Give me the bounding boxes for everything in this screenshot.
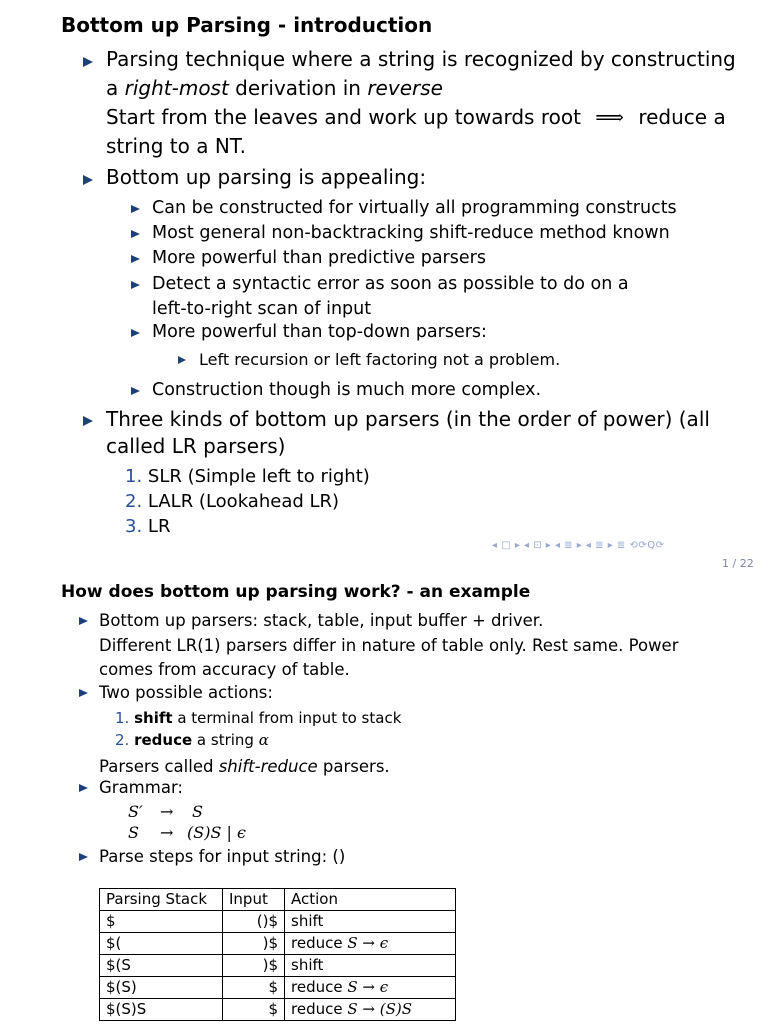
enum-number: 2. [125, 491, 143, 512]
slide2-b1-line1: Bottom up parsers: stack, table, input buffer + driver. [99, 611, 544, 630]
sub-bullet-marker-icon [131, 255, 140, 263]
emphasis-shift-reduce: shift-reduce [218, 757, 318, 776]
cell-action [285, 999, 456, 1021]
action-rule: S → ϵ [347, 978, 389, 996]
cell-input: )$ [223, 933, 285, 955]
slide2-b2: Two possible actions: [99, 683, 273, 702]
cell-action [285, 977, 456, 999]
action-word: reduce [291, 1000, 343, 1018]
slide1-b1-line3 [106, 105, 726, 129]
header-input: Input [223, 889, 285, 911]
grammar-rhs: (S)S | ϵ [187, 823, 246, 842]
slide1-title: Bottom up Parsing - introduction [61, 13, 433, 37]
subsub-bullet-marker-icon [178, 356, 186, 364]
cell-stack: $( [100, 933, 223, 955]
slide1-sub-item: Construction though is much more complex. [152, 380, 542, 400]
action-text: a string [192, 731, 259, 749]
enum-number: 2. [115, 731, 130, 749]
action-text: a terminal from input to stack [172, 709, 402, 727]
slide1-sub-item-cont: left-to-right scan of input [152, 299, 372, 319]
slide1-b3-line2: called LR parsers) [106, 434, 286, 458]
table-row [100, 999, 456, 1021]
bullet-marker-icon [83, 57, 93, 67]
action-rule: S → (S)S [347, 1000, 412, 1018]
grammar-lhs: S′ [128, 802, 143, 821]
cell-action [285, 933, 456, 955]
bullet-marker-icon [83, 416, 93, 426]
action-item [115, 731, 269, 749]
bullet-marker-icon [79, 784, 88, 792]
sub-bullet-marker-icon [131, 329, 140, 337]
grammar-lhs: S [128, 823, 139, 842]
action-word: shift [291, 956, 324, 974]
slide2-b1-line3: comes from accuracy of table. [99, 660, 350, 679]
cell-action [285, 911, 456, 933]
sub-bullet-marker-icon [131, 387, 140, 395]
slide1-subsub-item: Left recursion or left factoring not a problem. [199, 350, 561, 369]
slide1-sub-item: More powerful than predictive parsers [152, 248, 486, 268]
emphasis-right-most: right-most [124, 76, 229, 100]
slide1-sub-item: Can be constructed for virtually all programming constructs [152, 198, 677, 218]
bullet-marker-icon [83, 175, 93, 185]
text: Parsers called [99, 757, 219, 776]
slide1-sub-item: Most general non-backtracking shift-reduce method known [152, 223, 670, 243]
cell-stack: $ [100, 911, 223, 933]
table-row [100, 977, 456, 999]
table-row [100, 955, 456, 977]
enum-number: 1. [125, 466, 143, 487]
table-row [100, 911, 456, 933]
cell-input: $ [223, 999, 285, 1021]
slide1-b3-line1: Three kinds of bottom up parsers (in the order of power) (all [106, 407, 710, 431]
action-word: shift [291, 912, 324, 930]
bullet-marker-icon [79, 853, 88, 861]
bullet-marker-icon [79, 689, 88, 697]
slide1-b1-line2 [106, 76, 443, 100]
beamer-navigation-icons[interactable]: ◂ □ ▸ ◂ ⊡ ▸ ◂ ≣ ▸ ◂ ≣ ▸ ≣ ⟲⟳Q⟳ [492, 540, 665, 551]
emphasis-reverse: reverse [367, 76, 443, 100]
parse-table [99, 888, 456, 1021]
implies-arrow: ⟹ [595, 105, 624, 129]
cell-stack: $(S [100, 955, 223, 977]
slide2-title: How does bottom up parsing work? - an example [61, 582, 531, 602]
table-header-row [100, 889, 456, 911]
alpha-symbol: α [258, 731, 269, 749]
slide2-b4: Parse steps for input string: () [99, 847, 346, 866]
sub-bullet-marker-icon [131, 230, 140, 238]
sub-bullet-marker-icon [131, 281, 140, 289]
slide2-parsers-note [99, 757, 390, 776]
sub-bullet-marker-icon [131, 205, 140, 213]
grammar-arrow: → [160, 823, 174, 842]
text: derivation in [228, 76, 368, 100]
enum-item [125, 491, 339, 512]
enum-item [125, 516, 170, 537]
slide2-b1-line2: Different LR(1) parsers differ in nature of table only. Rest same. Power [99, 636, 679, 655]
enum-number: 3. [125, 516, 143, 537]
slide1-sub-item: More powerful than top-down parsers: [152, 322, 487, 342]
header-parsing-stack: Parsing Stack [100, 889, 223, 911]
grammar-arrow: → [160, 802, 174, 821]
slide2-b3: Grammar: [99, 778, 183, 797]
cell-input: )$ [223, 955, 285, 977]
action-word: reduce [291, 978, 343, 996]
slide1-b1-line1: Parsing technique where a string is recognized by constructing [106, 47, 736, 71]
cell-stack: $(S)S [100, 999, 223, 1021]
text: parsers. [317, 757, 390, 776]
header-action: Action [285, 889, 456, 911]
enum-text: SLR (Simple left to right) [147, 466, 370, 487]
grammar-rhs: S [192, 802, 203, 821]
text: a [106, 76, 125, 100]
cell-input: ()$ [223, 911, 285, 933]
cell-input: $ [223, 977, 285, 999]
bullet-marker-icon [79, 617, 88, 625]
text: Start from the leaves and work up towards root [106, 105, 581, 129]
action-rule: S → ϵ [347, 934, 389, 952]
slide1-b2: Bottom up parsing is appealing: [106, 165, 427, 189]
page-number: 1 / 22 [722, 557, 754, 570]
cell-stack: $(S) [100, 977, 223, 999]
enum-item [125, 466, 370, 487]
action-word: reduce [291, 934, 343, 952]
text: reduce a [638, 105, 726, 129]
table-row [100, 933, 456, 955]
action-keyword: shift [134, 709, 173, 727]
enum-text: LR [147, 516, 171, 537]
enum-text: LALR (Lookahead LR) [147, 491, 340, 512]
action-item [115, 709, 401, 727]
action-keyword: reduce [134, 731, 193, 749]
enum-number: 1. [115, 709, 130, 727]
slide1-b1-line4: string to a NT. [106, 134, 246, 158]
slide1-sub-item: Detect a syntactic error as soon as possible to do on a [152, 274, 629, 294]
cell-action [285, 955, 456, 977]
